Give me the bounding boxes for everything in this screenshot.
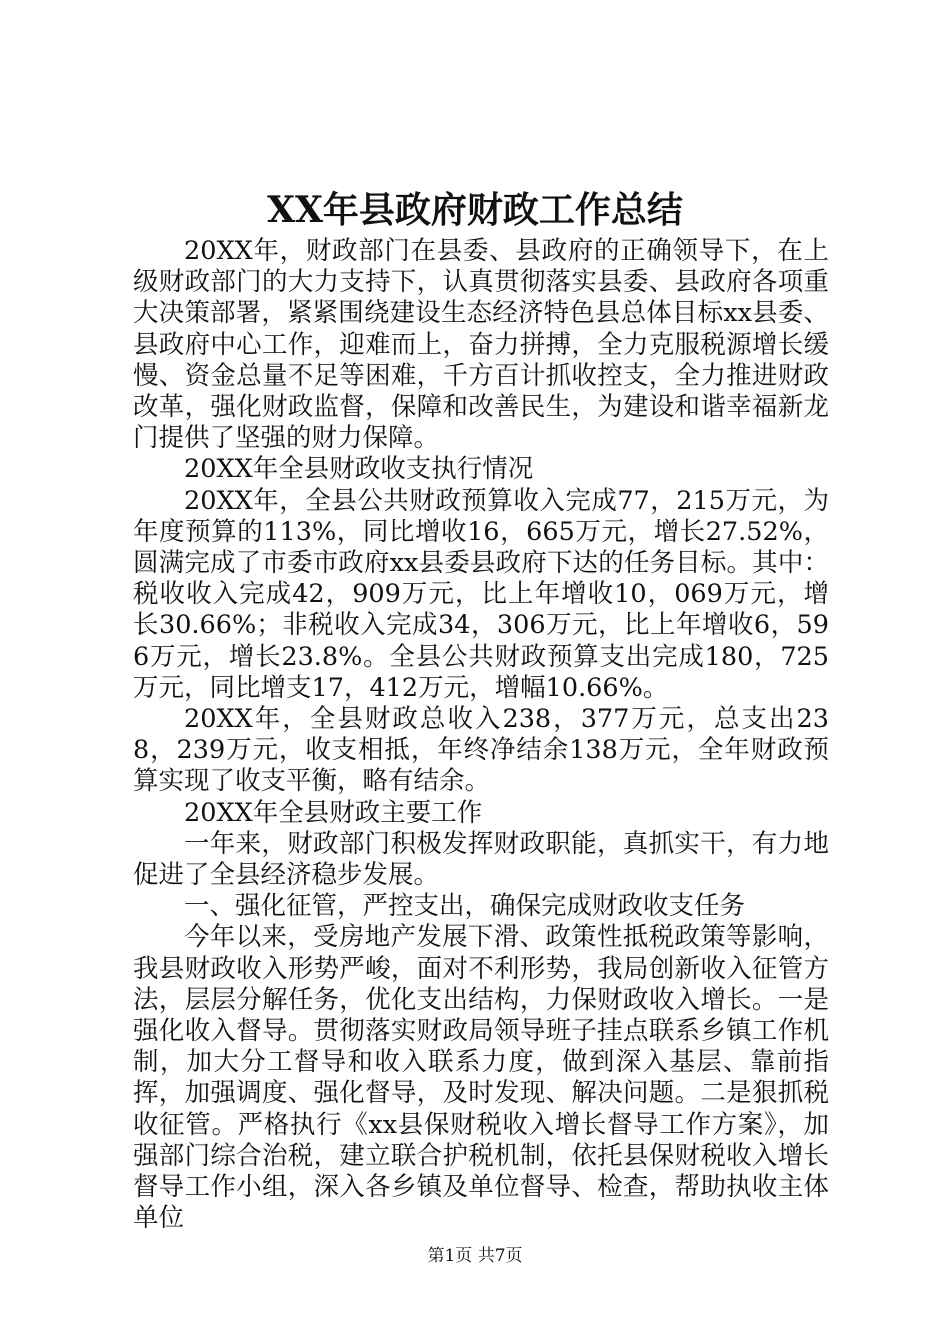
- section-heading-execution: 20XX年全县财政收支执行情况: [184, 454, 534, 485]
- paragraph-intro: 20XX年，财政部门在县委、县政府的正确领导下，在上级财政部门的大力支持下，认真贯彻落实县委、县政府各项重大决策部署，紧紧围绕建设生态经济特色县总体目标xx县委、县政府中心工作，迎难而上，奋力拼搏，全力克服税源增长缓慢、资金总量不足等困难，千方百计抓收控支，全力推进财政改革，强化财政监督，保障和改善民生，为建设和谐幸福新龙门提供了坚强的财力保障。: [133, 236, 829, 454]
- document-title: XX年县政府财政工作总结: [267, 189, 683, 231]
- document-body: [133, 236, 829, 1235]
- page-footer: 第1页 共7页: [427, 1246, 523, 1266]
- subsection-heading-1: 一、强化征管，严控支出，确保完成财政收支任务: [184, 891, 746, 922]
- paragraph-total-balance: 20XX年，全县财政总收入238，377万元，总支出238，239万元，收支相抵，年终净结余138万元，全年财政预算实现了收支平衡，略有结余。: [133, 704, 829, 797]
- paragraph-revenue: 20XX年，全县公共财政预算收入完成77，215万元，为年度预算的113%，同比增收16，665万元，增长27.52%，圆满完成了市委市政府xx县委县政府下达的任务目标。其中：税收收入完成42，909万元，比上年增收10，069万元，增长30.66%；非税收入完成34，306万元，比上年增收6，596万元，增长23.8%。全县公共财政预算支出完成180，725万元，同比增支17，412万元，增幅10.66%。: [133, 485, 829, 703]
- paragraph-collection: 今年以来，受房地产发展下滑、政策性抵税政策等影响，我县财政收入形势严峻，面对不利形势，我局创新收入征管方法，层层分解任务，优化支出结构，力保财政收入增长。一是强化收入督导。贯彻落实财政局领导班子挂点联系乡镇工作机制，加大分工督导和收入联系力度，做到深入基层、靠前指挥，加强调度、强化督导，及时发现、解决问题。二是狠抓税收征管。严格执行《xx县保财税收入增长督导工作方案》，加强部门综合治税，建立联合护税机制，依托县保财税收入增长督导工作小组，深入各乡镇及单位督导、检查，帮助执收主体单位: [133, 922, 829, 1234]
- paragraph-overview: 一年来，财政部门积极发挥财政职能，真抓实干，有力地促进了全县经济稳步发展。: [133, 828, 829, 891]
- section-heading-main-work: 20XX年全县财政主要工作: [184, 797, 483, 828]
